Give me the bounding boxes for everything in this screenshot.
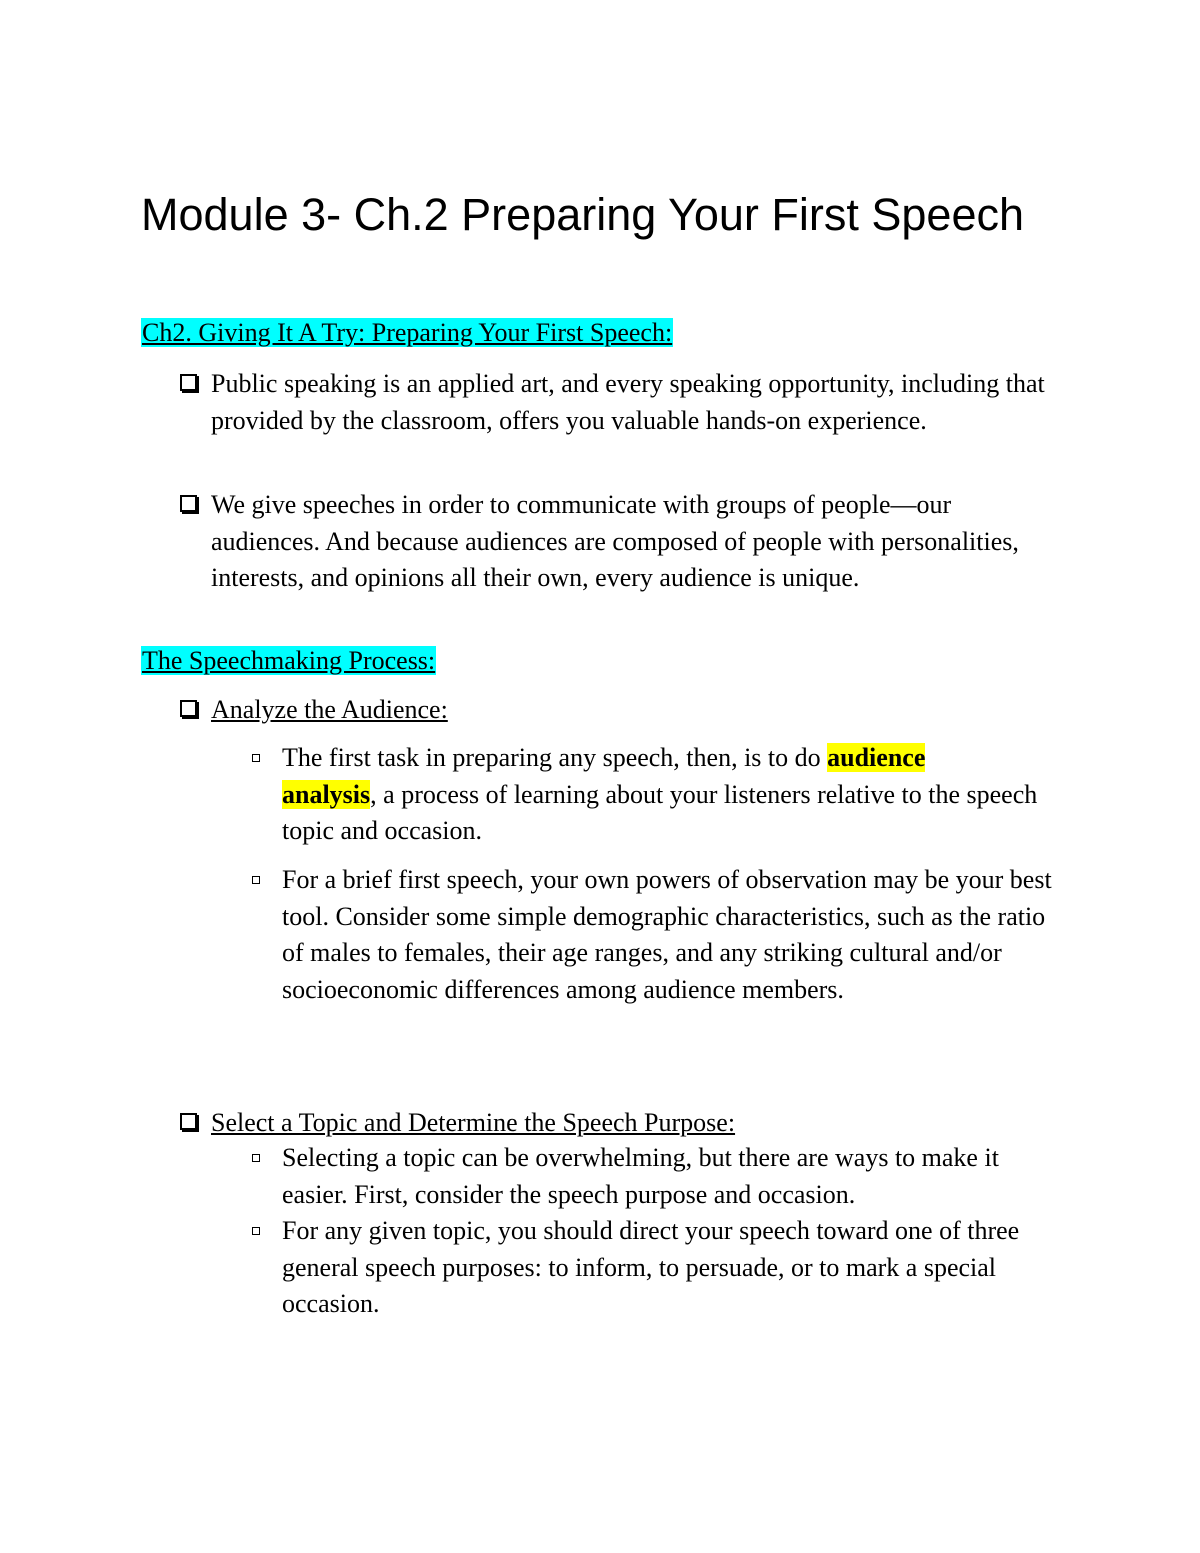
sub-list-item: [250, 862, 1060, 1008]
square-bullet-icon: [252, 1154, 260, 1162]
list-item: [180, 366, 1060, 439]
list-item-analyze-audience: [180, 692, 1060, 729]
section-heading-text: The Speechmaking Process:: [142, 646, 436, 675]
square-bullet-icon: [252, 1227, 260, 1235]
list-item-label: Select a Topic and Determine the Speech Purpose:: [211, 1108, 736, 1137]
text-before-highlight: The first task in preparing any speech, then, is to do: [282, 743, 828, 772]
sub-list-item-text: Selecting a topic can be overwhelming, but there are ways to make it easier. First, consider the speech purpose and occasion.: [282, 1143, 999, 1209]
sub-list-item: [250, 1140, 1060, 1213]
list-item-label: Analyze the Audience:: [211, 695, 448, 724]
section-heading-text: Ch2. Giving It A Try: Preparing Your First Speech:: [142, 318, 673, 347]
list-item-text: Public speaking is an applied art, and every speaking opportunity, including that provided by the classroom, offers you valuable hands-on experience.: [211, 369, 1045, 435]
highlight-audience: audience: [827, 743, 926, 772]
sub-list-item: [250, 1213, 1060, 1323]
text-after-highlight: , a process of learning about your listeners relative to the speech topic and occasion.: [282, 779, 1038, 845]
sub-list-item-text: For any given topic, you should direct your speech toward one of three general speech purposes: to inform, to persuade, or to mark a special occasion.: [282, 1216, 1020, 1318]
list-item-select-topic: [180, 1105, 1060, 1142]
checkbox-bullet-icon: [180, 495, 197, 512]
square-bullet-icon: [252, 754, 260, 762]
sub-list-item-text: [282, 740, 1060, 850]
page-title: Module 3- Ch.2 Preparing Your First Speech: [141, 189, 1024, 240]
checkbox-bullet-icon: [180, 700, 197, 717]
highlight-analysis: analysis: [282, 779, 371, 809]
checkbox-bullet-icon: [180, 374, 197, 391]
checkbox-bullet-icon: [180, 1113, 197, 1130]
sub-list-item-text: For a brief first speech, your own powers of observation may be your best tool. Consider some simple demographic characteristics, such as the ratio of males to females, their age ranges, and any striking cultural and/or socioeconomic differences among audience members.: [282, 865, 1052, 1004]
list-item: [180, 487, 1060, 597]
section-heading-giving-it-a-try: [141, 317, 673, 349]
square-bullet-icon: [252, 876, 260, 884]
section-heading-speechmaking-process: [141, 645, 436, 677]
list-item-text: We give speeches in order to communicate with groups of people—our audiences. And because audiences are composed of people with personalities, interests, and opinions all their own, every audience is unique.: [211, 490, 1019, 592]
sub-list-item: [250, 740, 1060, 850]
